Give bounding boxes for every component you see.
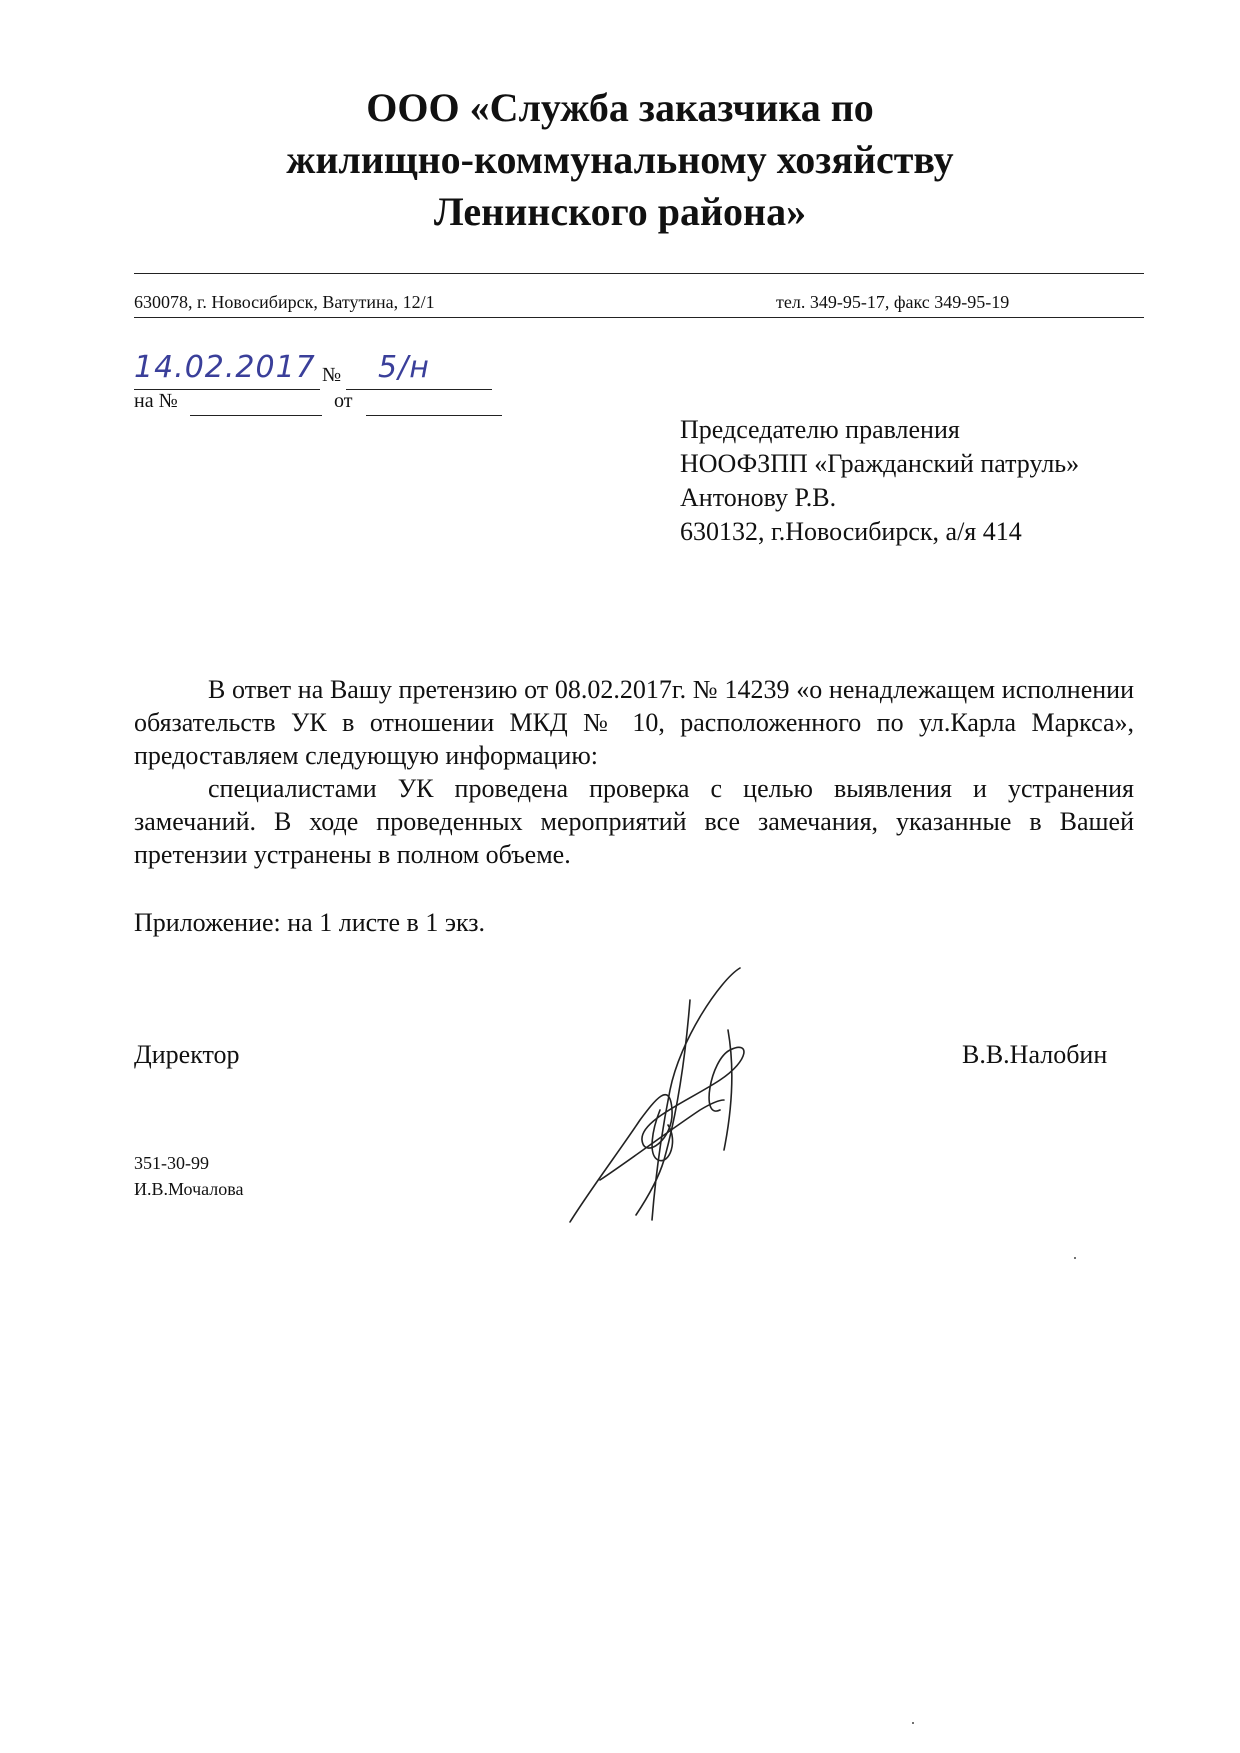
signatory-name: В.В.Налобин [962,1040,1108,1069]
attachment-note: Приложение: на 1 листе в 1 экз. [134,908,486,937]
addressee-organization: НООФЗПП «Гражданский патруль» [680,449,1080,478]
executor-name: И.В.Мочалова [134,1179,244,1199]
header-rule-bottom [134,317,1144,318]
executor-phone: 351-30-99 [134,1153,209,1173]
reply-to-label: на № [134,390,178,412]
reply-number-blank [190,415,322,416]
header-rule-top [134,273,1144,274]
org-name-line-3: Ленинского района» [433,189,807,234]
number-underline [346,389,492,390]
handwritten-signature [560,960,790,1240]
number-label: № [322,364,342,386]
body-paragraph-1: В ответ на Вашу претензию от 08.02.2017г. № 14239 «о ненадлежащем исполнении обязательств УК в отношении МКД № 10, расположенного по ул.Карла Маркса», предоставляем следующую информацию: [134,675,1134,770]
signatory-role: Директор [134,1040,240,1069]
org-address: 630078, г. Новосибирск, Ватутина, 12/1 [134,292,435,312]
org-name-line-2: жилищно-коммунальному хозяйству [286,137,954,182]
scan-speck [1074,1257,1076,1259]
addressee-position: Председателю правления [680,415,960,444]
org-name-line-1: ООО «Служба заказчика по [366,85,874,130]
body-paragraph-2: специалистами УК проведена проверка с целью выявления и устранения замечаний. В ходе проведенных мероприятий все замечания, указанные в Вашей претензии устранены в полном объеме. [134,774,1134,869]
org-phones: тел. 349-95-17, факс 349-95-19 [776,292,1010,312]
reply-date-blank [366,415,502,416]
scan-speck [912,1722,914,1724]
outgoing-date: 14.02.2017 [134,350,316,385]
addressee-address: 630132, г.Новосибирск, а/я 414 [680,517,1022,546]
from-label: от [334,390,353,412]
addressee-name: Антонову Р.В. [680,483,837,512]
executor-block [134,1150,244,1202]
outgoing-number: 5/н [378,350,430,385]
addressee-block [680,413,1079,549]
